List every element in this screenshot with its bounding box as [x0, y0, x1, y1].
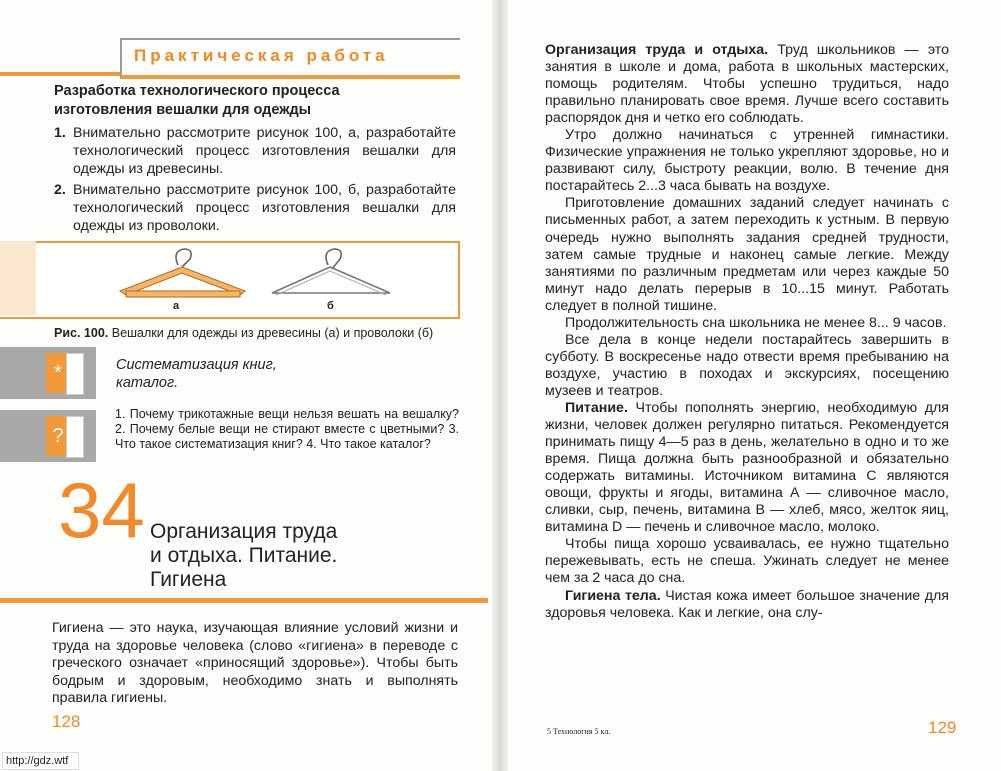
wooden-hanger	[120, 249, 245, 297]
questions-marker	[0, 410, 96, 462]
figure-label-b: б	[327, 300, 334, 312]
question-card-icon: ?	[46, 416, 70, 456]
lesson-title: Организация труда и отдыха. Питание. Гигиена	[150, 520, 338, 591]
banner-title: Практическая работа	[134, 46, 389, 65]
star-card-icon: *	[46, 353, 70, 393]
paragraph: Все дела в конце недели постарайтесь завершить в субботу. В воскресенье надо отвести время пребыванию на воздухе, участию в походах и экскурсиях, посещению музеев и театров.	[545, 331, 949, 399]
paragraph: Утро должно начинаться с утренней гимнастики. Физические упражнения не только укрепляют здоровье, но и развивают силу, быстроту реакции, волю. В течение дня постарайтесь 2...3 часа бывать на воздухе.	[545, 127, 949, 195]
practical-work-banner	[120, 38, 460, 79]
hangers-illustration	[0, 243, 458, 317]
task-list	[54, 124, 456, 237]
lesson-number: 34	[58, 466, 145, 554]
paragraph: Питание. Чтобы пополнять энергию, необходимую для жизни, человек должен регулярно питаться. Рекомендуется принимать пищу 4—5 раз в день, желательно в одно и то же время. Пища должна быть разнообразной и обязательно содержать витамины. Источником витамина С являются овощи, фрукты и ягоды, витамина А — сливочное масло, сливки, сыр, печень, витамина В — хлеб, мясо, желток яиц, витамина D — печень и сливочное масло, молоко.	[545, 399, 949, 536]
paragraph: Организация труда и отдыха. Труд школьников — это занятия в школе и дома, работа в школьных мастерских, помощь родителям. Чтобы успешно трудиться, надо правильно планировать свое время. Лучше всего составить распорядок дня и четко его соблюдать.	[545, 42, 949, 127]
right-page-text	[545, 42, 949, 622]
page-footer: 5 Технология 5 кл.	[547, 727, 611, 736]
figure-caption: Рис. 100. Вешалки для одежды из древесины (а) и проволоки (б)	[54, 326, 434, 340]
figure-label-a: а	[173, 300, 180, 312]
page-number-right: 129	[928, 718, 957, 737]
review-questions: 1. Почему трикотажные вещи нельзя вешать на вешалку? 2. Почему белые вещи не стирают вместе с цветными? 3. Что такое систематизация книг? 4. Что такое каталог?	[115, 407, 459, 451]
paragraph: Гигиена тела. Чистая кожа имеет большое значение для здоровья человека. Как и легкие, она слу-	[545, 587, 949, 621]
task-item: 1. Внимательно рассмотрите рисунок 100, а, разработайте технологический процесс изготовления вешалки для одежды из древесины.	[54, 125, 456, 178]
task-title: Разработка технологического процесса изготовления вешалки для одежды	[54, 83, 340, 118]
watermark: http://gdz.wtf	[2, 752, 79, 770]
book-spine	[492, 0, 508, 771]
paragraph: Продолжительность сна школьника не менее 8... 9 часов.	[565, 314, 947, 331]
lesson-divider	[0, 598, 488, 603]
left-page	[0, 0, 495, 771]
keywords-marker	[0, 347, 96, 399]
page-number-left: 128	[52, 712, 81, 731]
paragraph: Чтобы пища хорошо усваивалась, ее нужно тщательно пережевывать, есть не спеша. Ужинать следует не менее чем за 2 часа до сна.	[545, 536, 949, 587]
intro-paragraph: Гигиена — это наука, изучающая влияние условий жизни и труда на здоровье человека (слово «гигиена» в переводе с греческого означает «приносящий здоровье»). Чтобы быть бодрым и здоровым, необходимо знать и выполнять правила гигиены.	[52, 620, 458, 707]
figure-100	[0, 241, 460, 319]
keywords-text: Систематизация книг, каталог.	[116, 357, 277, 391]
wire-hanger	[272, 249, 390, 295]
banner-rule	[0, 72, 120, 76]
task-item: 2. Внимательно рассмотрите рисунок 100, б, разработайте технологический процесс изготовления вешалки для одежды из проволоки.	[54, 181, 456, 235]
paragraph: Приготовление домашних заданий следует начинать с письменных работ, а затем переходить к устным. В первую очередь нужно выполнять задания средней трудности, затем самые трудные и наконец самые легкие. Между занятиями по различным предметам или через каждые 50 минут надо делать перерыв в 10...15 минут. Работать следует в полной тишине.	[545, 195, 949, 314]
